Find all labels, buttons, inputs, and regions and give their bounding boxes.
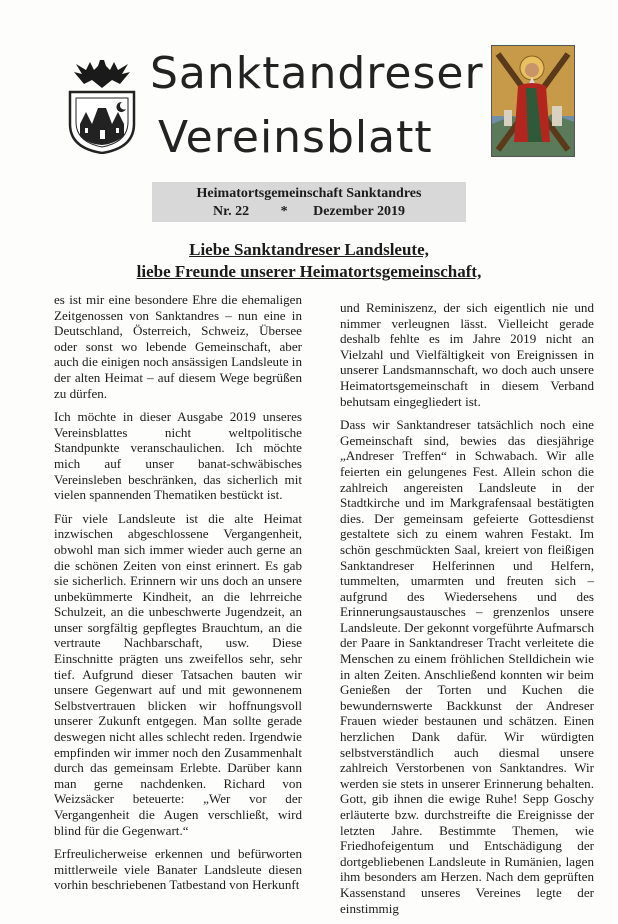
saint-andrew-icon-image xyxy=(491,45,575,157)
issue-number: Nr. 22 xyxy=(213,204,250,219)
paragraph: und Reminiszenz, der sich eigentlich nie und nimmer verleugnen lässt. Vielleicht gerade deshalb fehlte es im Jahre 2019 nicht an Vielzahl und Vielfältigkeit von Ereignissen in unserer Landsmannschaft, wo doch auch unsere Heimatortsgemeinschaft in diesem Verband behutsam eingegliedert ist. xyxy=(340,300,594,409)
issue-separator: * xyxy=(280,204,288,219)
newsletter-title-line2: Vereinsblatt xyxy=(158,112,433,163)
body-column-right xyxy=(340,300,594,924)
paragraph: Erfreulicherweise erkennen und befürworten mittlerweile viele Banater Landsleute diesen vorhin beschriebenen Tatbestand von Herkunft xyxy=(54,846,302,893)
newsletter-title-line1: Sanktandreser xyxy=(150,48,484,99)
paragraph: Für viele Landsleute ist die alte Heimat inzwischen abgeschlossene Vergangenheit, obwohl man sich immer wieder auch gerne an die schönen Zeiten von einst erinnert. Es gab sie sicherlich. Erinnern wir uns doch an unsere unbekümmerte Kindheit, an die lehrreiche Schulzeit, an die unbeschwerte Jugendzeit, an unser sorgfältig gepflegtes Brauchtum, an die vertraute Nachbarschaft, usw. Diese Einschnitte prägten uns zweifellos sehr, sehr tief. Aufgrund dieser Tatsachen bauten wir unsere Gegenwart auf und mit gewonnenem Selbstvertrauen blicken wir hoffnungsvoll unserer Zukunft entgegen. Man sollte gerade deswegen nicht alles schlecht reden. Irgendwie empfinden wir immer noch den Zusammenhalt durch das gemeinsam Erlebte. Darüber kann man gerne nachdenken. Richard von Weizsäcker beteuerte: „Wer vor der Vergangenheit die Augen verschließt, wird blind für die Gegenwart.“ xyxy=(54,510,302,838)
masthead-subtitle: Heimatortsgemeinschaft Sanktandres xyxy=(196,186,422,201)
issue-date: Dezember 2019 xyxy=(313,204,405,219)
body-column-left xyxy=(54,292,302,901)
masthead-banner xyxy=(152,182,466,222)
headline-line1: Liebe Sanktandreser Landsleute, xyxy=(189,240,429,259)
paragraph: es ist mir eine besondere Ehre die ehemaligen Zeitgenossen von Sanktandres – nun eine in Deutschland, Österreich, Schweiz, Übersee oder sonst wo lebende Gemeinschaft, aber auch die einigen noch ansässigen Landsleute in der alten Heimat – auf diesem Wege begrüßen zu dürfen. xyxy=(54,292,302,401)
coat-of-arms-logo xyxy=(66,58,138,154)
paragraph: Ich möchte in dieser Ausgabe 2019 unseres Vereinsblattes nicht weltpolitische Standpunkte veranschaulichen. Ich möchte mich auf unser banat-schwäbisches Vereinsleben beschränken, das sicherlich mit vielen spannenden Thematiken bestückt ist. xyxy=(54,409,302,503)
headline-line2: liebe Freunde unserer Heimatortsgemeinschaft, xyxy=(136,262,482,281)
paragraph: Dass wir Sanktandreser tatsächlich noch eine Gemeinschaft sind, bewies das diesjährige „Andreser Treffen“ in Schwabach. Wir alle feierten ein gelungenes Fest. Allein schon die zahlreich angereisten Landsleute in der Stadtkirche und im Markgrafensaal bestätigten dies. Der gemeinsam gefeierte Gottesdienst gestaltete sich zu einem wahren Festakt. Im schön geschmückten Saal, kreiert von fleißigen Sanktandreser Helferinnen und Helfern, tummelten, umarmten und freuten sich – aufgrund des Wiedersehens und des Erinnerungsaustausches – grenzenlos unsere Landsleute. Der gekonnt vorgeführte Aufmarsch der Paare in Sanktandreser Tracht verleitete die Menschen zu einem fröhlichen Stelldichein wie in alten Zeiten. Anschließend konnten wir beim Genießen der Torten und Kuchen die bewundernswerte Backkunst der Andreser Frauen wieder bestaunen und schätzen. Einen herzlichen Dank dafür. Wir würdigten selbstverständlich auch diesmal unsere zahlreich Verstorbenen von Sanktandres. Wir werden sie stets in unserer Erinnerung behalten. Gott, gib ihnen die ewige Ruhe! Sepp Goschy erläuterte bzw. durchstreifte die Ereignisse der letzten Jahre. Bestimmte Themen, wie Friedhofeigentum und Entschädigung der dortgebliebenen Landsleute in Rumänien, lagen ihm besonders am Herzen. Nach dem geprüften Kassenstand unseres Vereines legte der einstimmig xyxy=(340,417,594,916)
